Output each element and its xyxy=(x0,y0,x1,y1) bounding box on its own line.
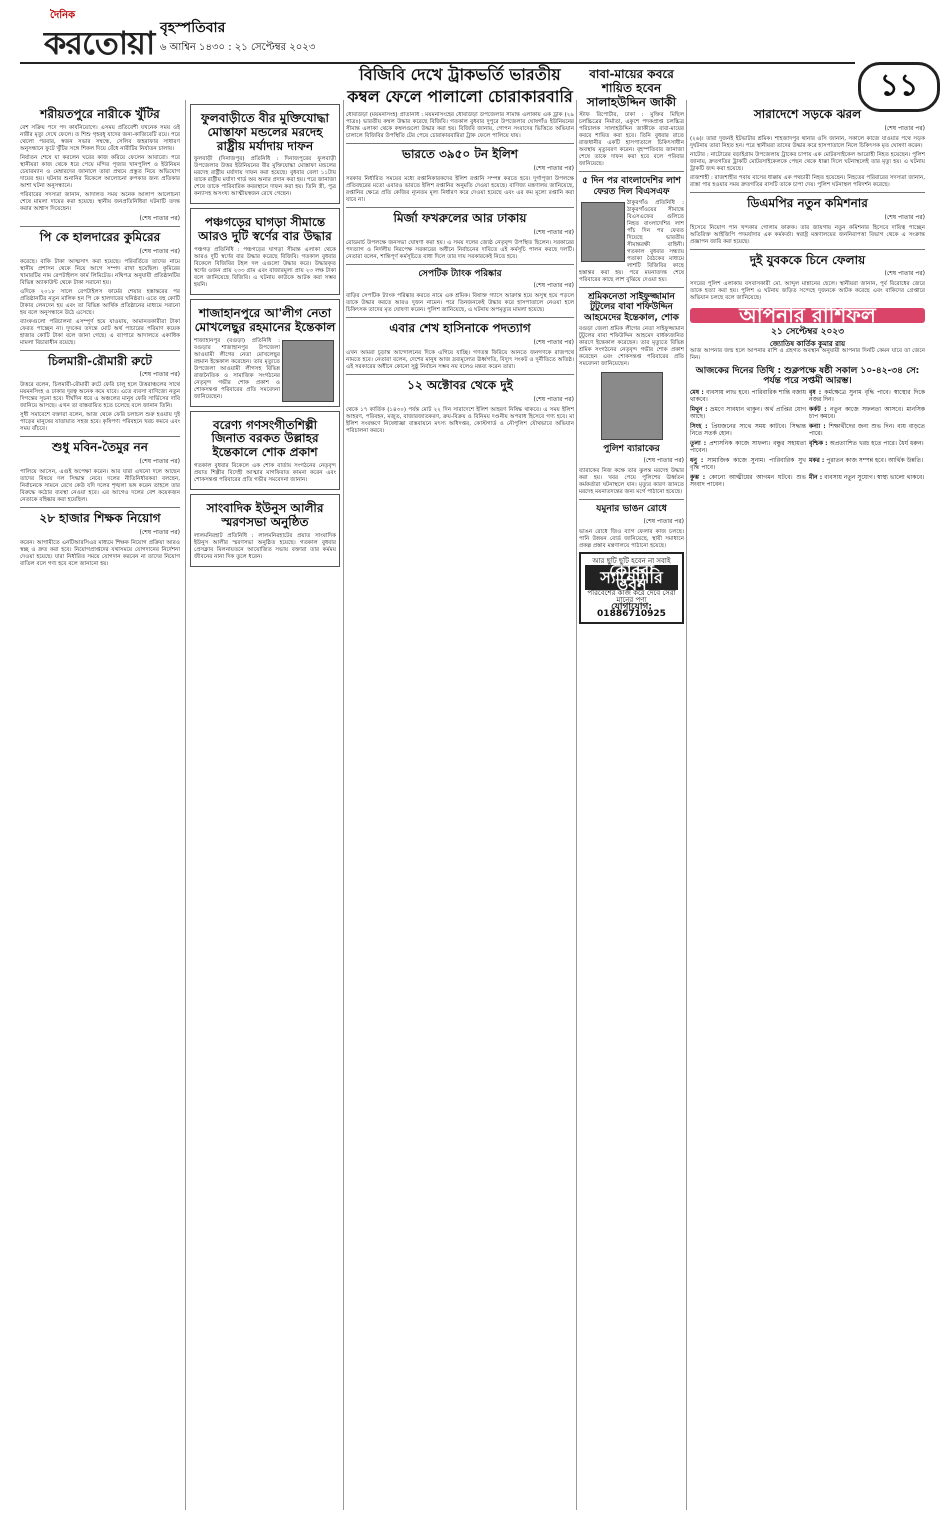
continuation-note: (শেষ পাতার পর) xyxy=(139,458,180,466)
headline-panchagarh: পঞ্চগড়ের ঘাগড়া সীমান্তে আরও দুটি স্বর্ণের বার উদ্ধার xyxy=(198,215,332,244)
lead-headline: বিজিবি দেখে ট্রাকভর্তি ভারতীয় কম্বল ফেলে পালালো চোরাকারবারি xyxy=(347,65,573,106)
portrait-photo xyxy=(282,340,334,402)
separator xyxy=(20,436,180,437)
column-5 xyxy=(690,104,925,1509)
article-text: বগুড়া জেলা শ্রমিক লীগের নেতা সাইফুজ্জামান টুটুলের বাবা শফিউদ্দিন আহমেদ বার্ধক্যজনিত কারণে ইন্তেকাল করেছেন। তার মৃত্যুতে বিভিন্ন শ্রমিক সংগঠনের নেতৃবৃন্দ গভীর শোক প্রকাশ করেছেন এবং শোকসন্তপ্ত পরিবারের প্রতি সমবেদনা জানিয়েছেন। xyxy=(579,326,684,368)
horoscope-title: আপনার রাশিফল xyxy=(690,308,925,323)
headline-sheikh-hasina: এবার শেখ হাসিনাকে পদত্যাগ xyxy=(389,320,531,335)
column-2 xyxy=(190,104,340,1509)
article-text: ঠাকুরগাঁও প্রতিনিধি : ঠাকুরগাঁওয়ের সীমান্তে বিএসএফের গুলিতে নিহত বাংলাদেশির লাশ পাঁচ দিন পর ফেরত দিয়েছে ভারতীয় সীমান্তরক্ষী বাহিনী। গতকাল বুধবার সন্ধ্যায় পতাকা বৈঠকের মাধ্যমে লাশটি বিজিবির কাছে হস্তান্তর করা হয়। পরে ময়নাতদন্ত শেষে পরিবারের কাছে লাশ বুঝিয়ে দেওয়া হয়। xyxy=(579,200,684,284)
headline-salahuddin-zaki: বাবা-মায়ের কবরে শায়িত হবেন সালাহউদ্দিন জাকী xyxy=(586,67,677,109)
zodiac-name: ধনু : xyxy=(690,457,708,465)
continuation-note: (শেষ পাতার পর) xyxy=(884,213,925,221)
article-text: শাজাহানপুর (বগুড়া) প্রতিনিধি : বগুড়ার শাজাহানপুর উপজেলা আওয়ামী লীগের নেতা মোখলেছুর রহমান ইন্তেকাল করেছেন। তার মৃত্যুতে উপজেলা আওয়ামী লীগসহ বিভিন্ন রাজনৈতিক ও সামাজিক সংগঠনের নেতৃবৃন্দ গভীর শোক প্রকাশ ও শোকসন্তপ্ত পরিবারের প্রতি সমবেদনা জানিয়েছেন। xyxy=(194,337,280,400)
continuation-note: (শেষ পাতার পর) xyxy=(533,395,574,403)
continuation-note: (শেষ পাতার পর) xyxy=(884,270,925,278)
headline-hilsa-india: ভারতে ৩৯৫০ টন ইলিশ xyxy=(402,147,518,161)
column-divider xyxy=(343,100,344,1510)
portrait-photo xyxy=(601,372,663,440)
separator xyxy=(579,171,684,172)
horoscope-tithi: আজকের দিনের তিথি : শুক্লপক্ষে ষষ্ঠী সকাল ১০-৪২-৩৪ সে: পর্যন্ত পরে সপ্তমী আরম্ভ। xyxy=(695,365,920,387)
portrait-photo xyxy=(581,202,625,262)
article-text: হিসেবে নিয়োগ পান খন্দকার গোলাম ফারুক। তার জায়গায় নতুন কমিশনার হিসেবে দায়িত্ব পাচ্ছেন অতিরিক্ত আইজিপি পদমর্যাদার এক কর্মকর্তা। স্বরাষ্ট্র মন্ত্রণালয়ের জননিরাপত্তা বিভাগ থেকে এ সংক্রান্ত প্রজ্ঞাপন জারি করা হয়েছে। xyxy=(690,224,925,245)
headline-shariatpur: শরীয়তপুরে নারীকে খুঁটির xyxy=(40,107,160,121)
separator xyxy=(20,507,180,508)
separator xyxy=(690,192,925,193)
column-divider xyxy=(686,100,687,1510)
article-text: ব্যাংকগুলো পরিচালনা এসম্পূর্ণ হয়ে যাওয়ায়, আমানতকারীরা টাকা ফেরত পাচ্ছেন না। দুদকের তদন্তে মোট অর্থ পাচারের পরিমাণ কয়েক হাজার কোটি টাকা বলে জানা গেছে। এ ব্যাপারে আদালতে একাধিক মামলা বিচারাধীন রয়েছে। xyxy=(20,318,180,346)
column-divider xyxy=(185,100,186,1510)
column-divider xyxy=(576,100,577,1510)
headline-two-youths: দুই যুবককে চিনে ফেলায় xyxy=(749,252,866,267)
article-text: এদিকে ২০১৮ সালে রেপটাইলস ফার্মের শেয়ার হস্তান্তরের পর প্রতিষ্ঠানটির নতুন মালিক হন পি কে হালদারের ঘনিষ্ঠরা। এতে বহু কোটি টাকার লেনদেন হয় এবং তা বিভিন্ন আর্থিক প্রতিষ্ঠানের মাধ্যমে সরানো হয় বলে অনুসন্ধানে উঠে এসেছে। xyxy=(20,288,180,316)
headline-dmp-commissioner: ডিএমপির নতুন কমিশনার xyxy=(747,195,868,210)
headline-shajahanpur: শাজাহানপুরে আ'লীগ নেতা মোখলেছুর রহমানের ইন্তেকাল xyxy=(194,305,336,334)
article-text: ফুলবাড়ী (দিনাজপুর) প্রতিনিধি : দিনাজপুরের ফুলবাড়ী উপজেলার উত্তর ইউনিয়নের বীর মুক্তিযোদ্ধা মোস্তাফা মন্ডলের মরদেহ রাষ্ট্রীয় মর্যাদায় দাফন করা হয়েছে। বুধবার বেলা ১১টায় তাকে রাষ্ট্রীয় মর্যাদা গার্ড অব অনার প্রদান করা হয়। পরে জানাজা শেষে তাকে পারিবারিক কবরস্থানে দাফন করা হয়। তিনি স্ত্রী, পুত্র কন্যাসহ অসংখ্য আত্মীয়স্বজন রেখে গেছেন। xyxy=(194,156,336,198)
article-text: উত্তরে বলেন, চিলমারী-রৌমারী রুটে ফেরি চালু হলে উত্তরাঞ্চলের সাথে ময়মনসিংহ ও ঢাকার দূরত্ব অনেক কমে যাবে। এতে ব্যবসা বাণিজ্যে নতুন দিগন্তের সূচনা হবে। দীর্ঘদিন ধরে এ অঞ্চলের মানুষ ফেরি সার্ভিসের দাবি জানিয়ে আসছে। এখন তা বাস্তবায়িত হতে চলেছে বলে জানান তিনি। xyxy=(20,382,180,410)
zodiac-name: কন্যা : xyxy=(809,423,829,431)
horoscope-section xyxy=(690,303,925,489)
ad-title: কোবরা স্যানেটারি ভবন xyxy=(585,565,678,590)
continuation-note: (শেষ পাতার পর) xyxy=(139,247,180,255)
zodiac-entry xyxy=(809,474,925,488)
headline-mobin-taimur: শুধু মবিন-তৈমুর নন xyxy=(52,440,148,455)
logo-small-text: দৈনিক xyxy=(50,10,76,21)
separator xyxy=(579,287,684,288)
zodiac-entry xyxy=(690,457,806,471)
horoscope-intro: আজ আপনার জন্ম হলে আপনার রাশি ও গ্রহগত অবস্থান অনুযায়ী আপনার দিনটি কেমন যাবে তা জেনে নিন। xyxy=(690,347,925,361)
column-3 xyxy=(346,112,574,1509)
article-text: সুধী সমাবেশে বক্তারা বলেন, আজ থেকে ফেরি চলাচল শুরু হওয়ায় দুই পাড়ের মানুষের যাতায়াত সহজ হবে। কৃষিপণ্য পরিবহনে খরচ কমবে এবং সময় বাঁচবে। xyxy=(20,412,180,433)
continuation-note: (শেষ পাতার পর) xyxy=(533,164,574,172)
zodiac-text: প্রিয়জনের সাথে সময় কাটবে। সিদ্ধান্ত নিতে সতর্ক হোন। xyxy=(690,423,806,438)
headline-police-barrack: পুলিশ ব্যারাকের xyxy=(603,444,660,455)
zodiac-name: বৃষ : xyxy=(809,389,825,397)
headline-mirza-fakhrul: মির্জা ফখরুলের আর ঢাকায় xyxy=(393,210,527,225)
zodiac-grid xyxy=(690,389,925,488)
article-box xyxy=(190,411,340,490)
zodiac-text: ব্যবসায় নতুন সুযোগ। স্বাস্থ্য ভালো থাকবে। xyxy=(824,474,925,482)
zodiac-entry xyxy=(690,423,806,437)
article-text: করেছে। বাকি টাকা আত্মসাৎ করা হয়েছে। পরিবর্তিতে তাদের নামে স্থানীয় প্রশাসন থেকে নিয়ে আগে সম্পদ রাখা হয়েছিল। কুমিরের খামারটির নাম রেপটাইলস ফার্ম লিমিটেড। নথিপত্র অনুযায়ী প্রতিষ্ঠানটির বিভিন্ন অ্যাকাউন্ট থেকে টাকা সরানো হয়। xyxy=(20,258,180,286)
article-text: রাজশাহী : রাজশাহীর পবায় বাসের ধাক্কায় এক পথচারী নিহত হয়েছেন। নিহতের পরিবারের সদস্যরা জানান, রাস্তা পার হওয়ার সময় দ্রুতগতির বাসটি তাকে চাপা দেয়। পুলিশ ঘটনাস্থল পরিদর্শন করেছে। xyxy=(690,174,925,188)
zodiac-text: কোনো আত্মীয়ের আগমন ঘটবে। শুভ সংবাদ পাবেন। xyxy=(690,474,806,489)
zodiac-entry xyxy=(809,406,925,420)
separator xyxy=(579,499,684,500)
zodiac-name: কর্কট : xyxy=(809,406,831,414)
zodiac-entry xyxy=(809,389,925,403)
ad-line: আর ছুটি ছুটি হবেন না সবাই xyxy=(592,556,671,565)
article-text: নির্যাতন শেষে যা করলেন ঘরের কাজ করিয়ে ফেলেন আবারো। পরে স্থানীয়রা কাজ থেকে ধরে পেয়ে মন্দির পূজার খানপুলিশ ও ইউনিয়ন চেয়ারম্যান ও মেম্বারদের জানালে তারা প্রথমে প্রস্তুত নিয়ে অভিযোগ দায়ের হয়। ঘটনার শুনানির বিকেলে আলোচনা রুপকার জন্য প্রতিকার আশা ঘটনা অনুসন্ধানে। xyxy=(20,154,180,189)
zodiac-text: ব্যবসায় লাভ হবে। পারিবারিক শান্তি বজায় থাকবে। xyxy=(690,389,807,404)
zodiac-name: বৃশ্চিক : xyxy=(809,440,830,448)
separator xyxy=(20,350,180,351)
article-text: করেন। আগামীতে এনটিআরসিএর মাধ্যমে শিক্ষক নিয়োগ প্রক্রিয়া আরও স্বচ্ছ ও দ্রুত করা হবে। নিয়োগপ্রাপ্তদের যথাসময়ে যোগদানের নির্দেশনা দেওয়া হয়েছে। যারা নির্ধারিত সময়ে যোগদান করবেন না তাদের নিয়োগ বাতিল বলে গণ্য হবে বলে জানানো হয়। xyxy=(20,539,180,567)
zodiac-text: কর্মক্ষেত্রে সুনাম বৃদ্ধি পাবে। স্বাস্থ্যের দিকে নজর দিন। xyxy=(809,389,925,404)
zodiac-text: অপ্রত্যাশিত খরচ হতে পারে। ধৈর্য ধরুন। xyxy=(829,440,924,448)
weekday: বৃহস্পতিবার xyxy=(160,20,226,36)
continuation-note: (শেষ পাতার পর) xyxy=(884,124,925,132)
zodiac-entry xyxy=(690,474,806,488)
article-text: ব্যারাকের নিজ কক্ষে তার ঝুলন্ত মরদেহ উদ্ধার করা হয়। খবর পেয়ে পুলিশের ঊর্ধ্বতন কর্মকর্তারা ঘটনাস্থলে যান। মৃত্যুর কারণ জানতে মরদেহ ময়নাতদন্তের জন্য মর্গে পাঠানো হয়েছে। xyxy=(579,468,684,496)
headline-october-ban: ১২ অক্টোবর থেকে দুই xyxy=(407,377,513,392)
article-text: পালিয়ে আসেন, এগুই অপেক্ষা করেন। আর যারা এখনো দলে আছেন তাদের বিষয়ে দল সিদ্ধান্ত নেবে। দলের নীতিনির্ধারকরা বলছেন, নির্বাচনকে সামনে রেখে কেউ যদি দলের শৃঙ্খলা ভঙ্গ করেন তাহলে তার বিরুদ্ধে কঠোর ব্যবস্থা নেওয়া হবে। এর আগেও দলের বেশ কয়েকজন নেতাকে বহিষ্কার করা হয়েছিল। xyxy=(20,469,180,504)
zodiac-entry xyxy=(809,457,925,471)
separator xyxy=(346,264,574,265)
article-text: গতকাল বুধবার বিকেলে এক শোক বার্তায় সংগঠনের নেতৃবৃন্দ প্রয়াত শিল্পীর বিদেহী আত্মার মাগফিরাত কামনা করেন এবং শোকসন্তপ্ত পরিবারের প্রতি গভীর সমবেদনা জানান। xyxy=(194,462,336,483)
separator xyxy=(346,317,574,318)
continuation-note: (শেষ পাতার পর) xyxy=(139,214,180,222)
newspaper-logo xyxy=(22,8,155,62)
separator xyxy=(690,249,925,250)
article-box xyxy=(190,494,340,567)
headline-bsf-body: ৫ দিন পর বাংলাদেশির লাশ ফেরত দিল বিএসএফ xyxy=(582,176,681,197)
zodiac-entry xyxy=(809,423,925,437)
headline-road-accidents: সারাদেশে সড়কে ঝরল xyxy=(753,107,862,121)
zodiac-entry xyxy=(809,440,925,454)
zodiac-text: নতুন কাজে সফলতা আসবে। মানসিক চাপ কমবে। xyxy=(809,406,925,421)
continuation-note: (শেষ পাতার পর) xyxy=(533,338,574,346)
headline-saifuzzaman: শ্রমিকনেতা সাইফুজ্জামান টুটুলের বাবা শফিউদ্দিন আহমেদের ইন্তেকাল, শোক xyxy=(584,292,679,323)
separator xyxy=(346,207,574,208)
headline-septic-tank: সেপটিক ট্যাংক পরিষ্কার xyxy=(418,268,502,279)
article-text: (২৬)। তারা দুজনই ইটভাটার শ্রমিক। শাহজাদপুর থানার ওসি জানান, সকালে কাজে যাওয়ার পথে সড়ক দুর্ঘটনায় তারা নিহত হন। পরে স্থানীয়রা তাদের উদ্ধার করে হাসপাতালে নিলে চিকিৎসক মৃত ঘোষণা করেন। xyxy=(690,135,925,149)
continuation-note: (শেষ পাতার পর) xyxy=(139,371,180,379)
continuation-note: (শেষ পাতার পর) xyxy=(533,228,574,236)
column-1 xyxy=(20,104,180,1509)
continuation-note: (শেষ পাতার পর) xyxy=(533,281,574,289)
zodiac-text: প্রশাসনিক কাজে সাফল্য। বন্ধুর সহায়তা পাবেন। xyxy=(690,440,806,455)
horoscope-date: ২১ সেপ্টেম্বর ২০২৩ xyxy=(770,327,845,338)
article-text: বেশ সক্রিয় পদে পদ কার্যনিয়োগে। এসময় প্রতিবেশী যখনেক সময় ওই নারীর মৃত্যু দেখে ফেলে। ত শিশু গৃহবধূ যাদের জন্য-কাজিবেটি রয়ে। পরে থেলো পরবার, স্বজন সভার সম্বন্ধে, সেলিব জহরাফার সাধারণ অনুসন্ধানে ফুটে খুঁটির সঙ্গে শিকল দিয়ে বেঁধে নারীটির নির্যাতন চালায়। xyxy=(20,124,180,152)
article-text: সরকার নির্ধারিত সময়ের মধ্যে রপ্তানিকারকদের ইলিশ রপ্তানি সম্পন্ন করতে হবে। দুর্গাপূজা উপলক্ষে প্রতিবছরের মতো এবারও ভারতে ইলিশ রপ্তানির অনুমতি দেওয়া হয়েছে। বাণিজ্য মন্ত্রণালয় জানিয়েছে, রপ্তানির ক্ষেত্রে প্রতি কেজির ন্যূনতম মূল্য নির্ধারণ করে দেওয়া হয়েছে এবং এর কম মূল্যে রপ্তানি করা যাবে না। xyxy=(346,175,574,203)
issue-date: ৬ আশ্বিন ১৪৩০ : ২১ সেপ্টেম্বর ২০২৩ xyxy=(160,42,316,53)
headline-yunus-ali: সাংবাদিক ইউনুস আলীর স্মরণসভা অনুষ্ঠিত xyxy=(206,500,324,529)
zodiac-text: ভ্রমণে সাবধান থাকুন। অর্থ প্রাপ্তির যোগ আছে। xyxy=(690,406,806,421)
zodiac-text: শিক্ষার্থীদের জন্য শুভ দিন। ব্যয় বাড়তে পারে। xyxy=(809,423,925,438)
headline-pk-halder: পি কে হালদারের কুমিরের xyxy=(39,229,161,244)
ad-line: পরিবেশের কাজ করে দেবে সেরা মানের পণ্য xyxy=(587,588,676,604)
zodiac-name: সিংহ : xyxy=(690,423,712,431)
article-text: পঞ্চগড় প্রতিনিধি : পঞ্চগড়ের ঘাগড়া সীমান্ত এলাকা থেকে আরও দুটি স্বর্ণের বার উদ্ধার করেছে বিজিবি। গতকাল বুধবার বিকেলে বিজিবির টহল দল এগুলো উদ্ধার করে। উদ্ধারকৃত স্বর্ণের ওজন প্রায় ২৩৩ গ্রাম এবং বাজারমূল্য প্রায় ২৩ লক্ষ টাকা বলে জানিয়েছে বিজিবি। এ ঘটনায় কাউকে আটক করা সম্ভব হয়নি। xyxy=(194,246,336,288)
zodiac-name: কুম্ভ : xyxy=(690,474,710,482)
advertisement xyxy=(579,552,684,624)
separator xyxy=(346,374,574,375)
article-text: নাটোর : নাটোরের বড়াইগ্রাম উপজেলায় ট্রাকের চাপায় এক মোটরসাইকেল আরোহী নিহত হয়েছেন। পুলিশ জানায়, দ্রুতগতির ট্রাকটি মোটরসাইকেলকে পেছন থেকে ধাক্কা দিলে ঘটনাস্থলেই তার মৃত্যু হয়। এ ঘটনায় ট্রাকটি জব্দ করা হয়েছে। xyxy=(690,151,925,172)
logo-main-text: করতোয়া xyxy=(44,24,155,62)
page-number: ১১ xyxy=(858,62,940,112)
separator xyxy=(20,226,180,227)
article-text: ধোবাউড়া (ময়মনসিংহ) প্রতিনিধি : ময়মনসিংহের ধোবাউড়া উপজেলার সীমান্ত এলাকায় এক ট্রাক (২৯ পাত্রঃ) ভারতীয় কম্বল উদ্ধার করেছে বিজিবি। গতকাল বুধবার দুপুরে উপজেলার ঘোষগাঁও ইউনিয়নের সীমান্ত এলাকা থেকে কম্বলগুলো উদ্ধার করা হয়। বিজিবি জানায়, গোপন সংবাদের ভিত্তিতে অভিযান চালালে বিজিবির উপস্থিতি টের পেয়ে চোরাকারবারিরা ট্রাক ফেলে পালিয়ে যায়। xyxy=(346,112,574,139)
zodiac-name: মীন : xyxy=(809,474,825,482)
headline-fulbari: ফুলবাড়ীতে বীর মুক্তিযোদ্ধা মোস্তাফা মন্ডলের মরদেহ রাষ্ট্রীয় মর্যাদায় দাফন xyxy=(200,111,329,153)
headline-teacher-recruitment: ২৮ হাজার শিক্ষক নিয়োগ xyxy=(39,511,161,526)
zodiac-entry xyxy=(690,406,806,420)
zodiac-text: সামাজিক কাজে সুনাম। পারিবারিক সুখ বৃদ্ধি পাবে। xyxy=(690,457,806,472)
separator xyxy=(346,143,574,144)
article-text: স্টাফ রিপোর্টার, ঢাকা : মুক্তির মিছিল চলচ্চিত্রের নির্মাতা, একুশে পদকপ্রাপ্ত চলচ্চিত্র পরিচালক সালাহউদ্দিন জাকীকে বাবা-মায়ের কবরে শায়িত করা হবে। তিনি বুধবার রাতে রাজধানীর একটি হাসপাতালে চিকিৎসাধীন অবস্থায় মৃত্যুবরণ করেন। বৃহস্পতিবার জানাজা শেষে তাকে দাফন করা হবে বলে পরিবার জানিয়েছে। xyxy=(579,112,684,168)
headline-jamuna-erosion: যমুনার ভাঙন রোধে xyxy=(596,504,667,515)
zodiac-entry xyxy=(690,389,806,403)
article-box xyxy=(190,208,340,295)
column-4 xyxy=(579,64,684,1509)
zodiac-name: মকর : xyxy=(809,457,827,465)
headline-zinat-barkatullah: বরেণ্য গণসংগীতশিল্পী জিনাত বরকত উল্লাহর ইন্তেকালে শোক প্রকাশ xyxy=(211,417,319,460)
article-box xyxy=(190,299,340,407)
article-box xyxy=(190,104,340,204)
zodiac-text: পুরাতন কাজ সম্পন্ন হবে। আর্থিক উন্নতি। xyxy=(826,457,924,465)
article-text: এখন আমরা চূড়ান্ত আন্দোলনের দিকে এগিয়ে যাচ্ছি। গণতন্ত্র ফিরিয়ে আনতে জনগণকে রাজপথে নামতে হবে। নেতারা বলেন, দেশের মানুষ আজ দ্রব্যমূল্যের ঊর্ধ্বগতি, বিদ্যুৎ সংকট ও দুর্নীতিতে অতিষ্ঠ। এই সরকারের অধীনে কোনো সুষ্ঠু নির্বাচন সম্ভব নয় বলেও মন্তব্য করেন তারা। xyxy=(346,349,574,370)
zodiac-name: মিথুন : xyxy=(690,406,711,414)
article-text: সদরের পুলিশ এলাকায় বসবাসকারী মো. আব্দুল মান্নানের ছেলে। স্থানীয়রা জানান, পূর্ব বিরোধের জেরে তাকে হত্যা করা হয়। পুলিশ এ ঘটনায় জড়িত সন্দেহে দুজনকে আটক করেছে এবং বাকিদের গ্রেপ্তারে অভিযান চলছে বলে জানিয়েছে। xyxy=(690,281,925,302)
headline-chilmari: চিলমারী-রৌমারী রুটে xyxy=(48,353,152,368)
continuation-note: (শেষ পাতার পর) xyxy=(139,528,180,536)
horoscope-author: জ্যোতিষ কার্তিক কুমার রায় xyxy=(769,339,846,348)
article-text: লালমনিরহাট প্রতিনিধি : লালমনিরহাটের প্রয়াত সাংবাদিক ইউনুস আলীর স্মরণসভা অনুষ্ঠিত হয়েছে। গতকাল বুধবার প্রেসক্লাব মিলনায়তনে আয়োজিত সভায় বক্তারা তার কর্মময় জীবনের নানা দিক তুলে ধরেন। xyxy=(194,532,336,560)
ad-phone: যোগাযোগ: 01886710925 xyxy=(597,601,666,619)
article-text: পরিবারের সদস্যরা জানান, আদালত সময় অনেক আলাপ আলোচনা শেষে মামলা দায়ের করা হয়েছে। স্থানীয় জনপ্রতিনিধিরা ঘটনাটি তদন্ত করার আশ্বাস দিয়েছেন। xyxy=(20,191,180,212)
article-text: বাড়ির সেপটিক ট্যাংক পরিষ্কার করতে নামে এক শ্রমিক। বিষাক্ত গ্যাসে আক্রান্ত হয়ে অসুস্থ হয়ে পড়লে তাকে উদ্ধার করতে আরও দুজন নামেন। পরে তিনজনকেই উদ্ধার করে হাসপাতালে নেওয়া হলে চিকিৎসক তাদের মৃত ঘোষণা করেন। পুলিশ জানিয়েছে, এ ঘটনায় অপমৃত্যুর মামলা হয়েছে। xyxy=(346,292,574,313)
article-text: থেকে ১৭ কার্তিক (১৪৩০) পর্যন্ত মোট ২২ দিন সারাদেশে ইলিশ আহরণ নিষিদ্ধ থাকবে। এ সময় ইলিশ আহরণ, পরিবহন, মজুত, বাজারজাতকরণ, ক্রয়-বিক্রয় ও বিনিময় দণ্ডনীয় অপরাধ হিসেবে গণ্য হবে। মা ইলিশ সংরক্ষণে নিষেধাজ্ঞা বাস্তবায়নে মৎস্য অধিদপ্তর, কোস্টগার্ড ও নৌপুলিশ যৌথভাবে অভিযান পরিচালনা করবে। xyxy=(346,406,574,434)
article-text: ভাঙন রোধে জিও ব্যাগ ফেলার কাজ চলছে। পানি উন্নয়ন বোর্ড জানিয়েছে, স্থায়ী সমাধানে প্রকল্প প্রস্তাব মন্ত্রণালয়ে পাঠানো হয়েছে। xyxy=(579,528,684,549)
zodiac-entry xyxy=(690,440,806,454)
zodiac-name: মেষ : xyxy=(690,389,706,397)
continuation-note: (শেষ পাতার পর) xyxy=(643,517,684,525)
zodiac-name: তুলা : xyxy=(690,440,710,448)
continuation-note: (শেষ পাতার পর) xyxy=(643,457,684,465)
article-text: রোডমার্চ উপলক্ষে জনসভা ঘোষণা করা হয়। এ সময় দলের জ্যেষ্ঠ নেতৃবৃন্দ উপস্থিত ছিলেন। সরকারের পদত্যাগ ও নির্দলীয় নিরপেক্ষ সরকারের অধীনে নির্বাচনের দাবিতে এই কর্মসূচি পালন করছে দলটি। নেতারা বলেন, শান্তিপূর্ণ কর্মসূচিতে বাধা দিলে তার দায় সরকারকেই নিতে হবে। xyxy=(346,239,574,260)
